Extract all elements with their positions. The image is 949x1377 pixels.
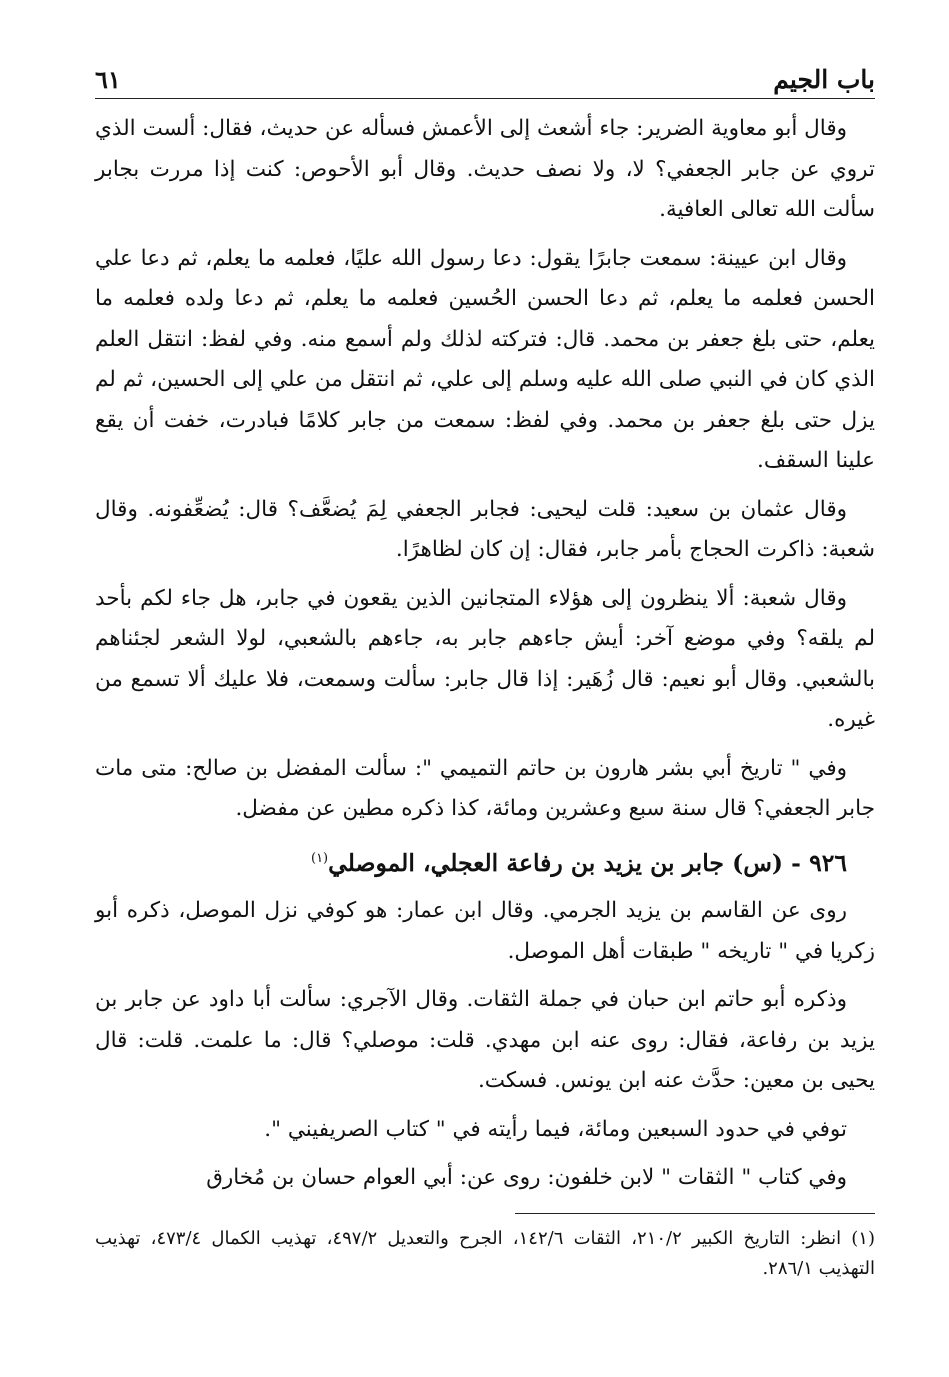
book-page: [95, 58, 875, 1284]
footnote-marker: (١): [310, 850, 329, 866]
chapter-title: باب الجيم: [773, 65, 875, 94]
paragraph: وقال عثمان بن سعيد: قلت ليحيى: فجابر الجعفي لِمَ يُضعَّف؟ قال: يُضعِّفونه. وقال شعبة: ذاكرت الحجاج بأمر جابر، فقال: إن كان لظاهرًا.: [95, 496, 875, 562]
paragraph: وفي كتاب " الثقات " لابن خلفون: روى عن: أبي العوام حسان بن مُخارق: [206, 1165, 847, 1191]
entry-heading: [95, 838, 875, 884]
page-number: ٦١: [95, 65, 121, 94]
footnote: (١) انظر: التاريخ الكبير ٢١٠/٢، الثقات ١٤٢/٦، الجرح والتعديل ٤٩٧/٢، تهذيب الكمال ٤٧٣/٤، تهذيب التهذيب ٢٨٦/١.: [95, 1227, 875, 1279]
page-body: [95, 109, 875, 1199]
paragraph: روى عن القاسم بن يزيد الجرمي. وقال ابن عمار: هو كوفي نزل الموصل، ذكره أبو زكريا في " تاريخه " طبقات أهل الموصل.: [95, 898, 875, 964]
entry-heading-text: ٩٢٦ - (س) جابر بن يزيد بن رفاعة العجلي، الموصلي: [328, 848, 847, 877]
paragraph: وقال ابن عيينة: سمعت جابرًا يقول: دعا رسول الله عليًا، فعلمه ما يعلم، ثم دعا علي الحسن فعلمه ما يعلم، ثم دعا الحسن الحُسين فعلمه ما يعلم، ثم دعا ولده فعلمه ما يعلم، حتى بلغ جعفر بن محمد. قال: فتركته لذلك ولم أسمع منه. وفي لفظ: انتقل العلم الذي كان في النبي صلى الله عليه وسلم إلى علي، ثم انتقل من علي إلى الحسين، ثم لم يزل حتى بلغ جعفر بن محمد. وفي لفظ: سمعت من جابر كلامًا فبادرت، خفت أن يقع علينا السقف.: [95, 245, 875, 473]
running-header: [95, 58, 875, 99]
paragraph: وقال شعبة: ألا ينظرون إلى هؤلاء المتجانين الذين يقعون في جابر، هل جاء لكم بأحد لم يلقه؟ وفي موضع آخر: أيش جاءهم جابر به، جاءهم بالشعبي، لولا الشعر لجئناهم بالشعبي. وقال أبو نعيم: قال زُهَير: إذا قال جابر: سألت وسمعت، فلا عليك ألا تسمع من غيره.: [95, 585, 875, 732]
paragraph: وقال أبو معاوية الضرير: جاء أشعث إلى الأعمش فسأله عن حديث، فقال: ألست الذي تروي عن جابر الجعفي؟ لا، ولا نصف حديث. وقال أبو الأحوص: كنت إذا مررت بجابر سألت الله تعالى العافية.: [95, 116, 875, 222]
paragraph: توفي في حدود السبعين ومائة، فيما رأيته في " كتاب الصريفيني ".: [264, 1116, 847, 1142]
paragraph: وذكره أبو حاتم ابن حبان في جملة الثقات. وقال الآجري: سألت أبا داود عن جابر بن يزيد بن رفاعة، فقال: روى عنه ابن مهدي. قلت: موصلي؟ قال: ما علمت. قلت: قال يحيى بن معين: حدَّث عنه ابن يونس. فسكت.: [95, 987, 875, 1094]
footnote-divider: [515, 1213, 875, 1214]
paragraph: وفي " تاريخ أبي بشر هارون بن حاتم التميمي ": سألت المفضل بن صالح: متى مات جابر الجعفي؟ قال سنة سبع وعشرين ومائة، كذا ذكره مطين عن مفضل.: [95, 755, 875, 821]
